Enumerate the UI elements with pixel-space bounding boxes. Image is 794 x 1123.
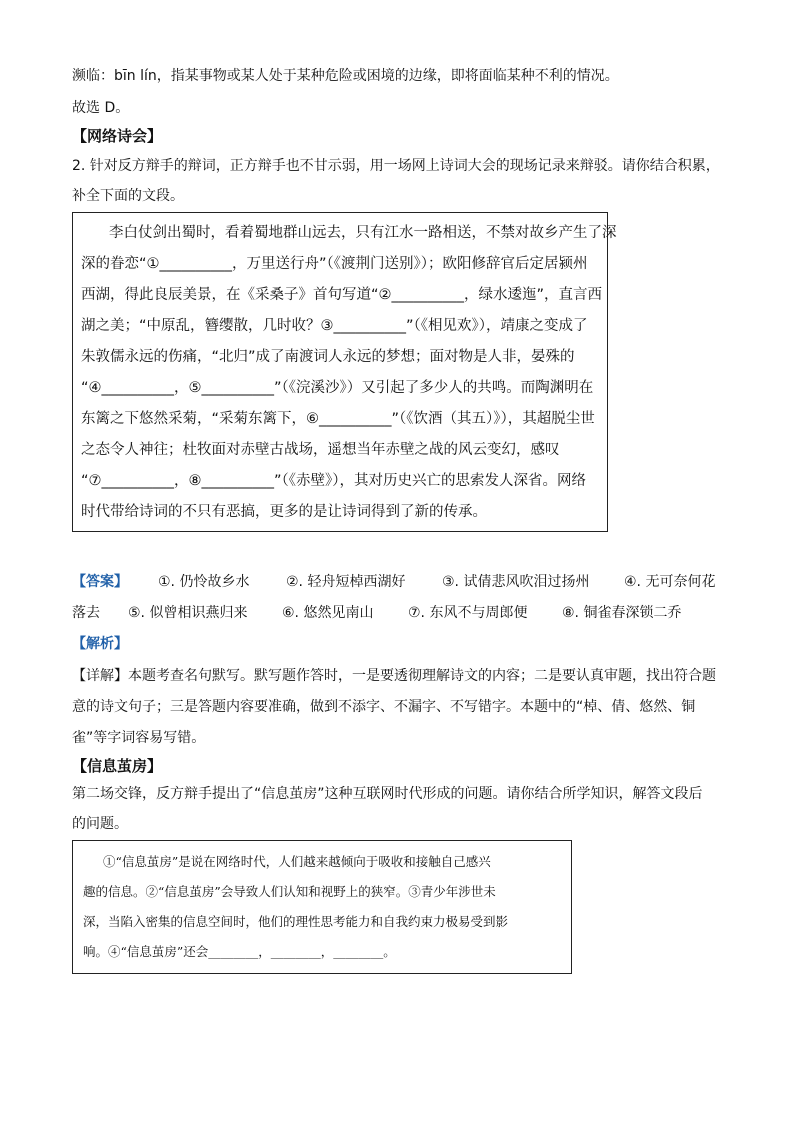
passage-line: 响。④“信息茧房”还会________，________，________。 [83, 944, 396, 959]
passage-line: 时代带给诗词的不只有恶搞，更多的是让诗词得到了新的传承。 [81, 504, 487, 520]
question-2-line2: 补全下面的文段。 [72, 188, 184, 204]
answer-item-7: ⑦. 东风不与周郎便 [408, 605, 528, 621]
section-heading-network: 【网络诗会】 [72, 127, 163, 145]
passage-line: 西湖，得此良辰美景，在《采桑子》首句写道“②__________，绿水逶迤”，直言西 [81, 287, 603, 303]
analysis-label: 【解析】 [72, 636, 128, 652]
answer-label: 【答案】 [72, 574, 128, 590]
info-cocoon-passage-box [72, 840, 572, 974]
answer-item-8: ⑧. 铜雀春深锁二乔 [562, 605, 682, 621]
passage-line: 之态令人神往；杜牧面对赤壁古战场，遥想当年赤壁之战的风云变幻，感叹 [81, 442, 560, 458]
explanation-line: 濒临：bīn lín，指某事物或某人处于某种危险或困境的边缘，即将面临某种不利的情况。 [72, 68, 619, 84]
analysis-line: 雀”等字词容易写错。 [72, 730, 206, 746]
analysis-line: 意的诗文句子；三是答题内容要准确，做到不添字、不漏字、不写错字。本题中的“棹、倩、悠然、铜 [72, 699, 696, 715]
answer-item-1: ①. 仍怜故乡水 [158, 574, 250, 590]
analysis-line: 【详解】本题考查名句默写。默写题作答时，一是要透彻理解诗文的内容；二是要认真审题，找出符合题 [72, 668, 716, 684]
question-2-line1: 2. 针对反方辩手的辩词，正方辩手也不甘示弱，用一场网上诗词大会的现场记录来辩驳。请你结合积累， [72, 158, 720, 174]
passage-line: 趣的信息。②“信息茧房”会导致人们认知和视野上的狭窄。③青少年涉世未 [83, 884, 496, 899]
question-3-line1: 第二场交锋，反方辩手提出了“信息茧房”这种互联网时代形成的问题。请你结合所学知识，解答文段后 [72, 786, 703, 802]
passage-line: “⑦__________，⑧__________”（《赤壁》），其对历史兴亡的思索发人深省。网络 [81, 473, 587, 489]
passage-line: 李白仗剑出蜀时，看着蜀地群山远去，只有江水一路相送，不禁对故乡产生了深 [109, 225, 617, 241]
answer-item-6: ⑥. 悠然见南山 [282, 605, 374, 621]
answer-item-2: ②. 轻舟短棹西湖好 [286, 574, 406, 590]
question-3-line2: 的问题。 [72, 816, 128, 832]
poem-passage-box [72, 212, 617, 532]
conclusion-line: 故选 D。 [72, 100, 130, 116]
passage-line: 朱敦儒永远的伤痛，“北归”成了南渡词人永远的梦想；面对物是人非，晏殊的 [81, 349, 575, 365]
passage-line: 深，当陷入密集的信息空间时，他们的理性思考能力和自我约束力极易受到影 [83, 914, 509, 929]
passage-line: ①“信息茧房”是说在网络时代，人们越来越倾向于吸收和接触自己感兴 [103, 854, 491, 869]
answer-item-5: ⑤. 似曾相识燕归来 [128, 605, 248, 621]
answer-item-4: ④. 无可奈何花 [624, 574, 716, 590]
passage-line: 湖之美；“中原乱，簪缨散，几时收？③__________”（《相见欢》），靖康之变成了 [81, 318, 588, 334]
answer-item-4-continued: 落去 [72, 605, 100, 621]
answer-item-3: ③. 试倩悲风吹泪过扬州 [442, 574, 590, 590]
passage-line: 深的眷恋“①__________，万里送行舟”（《渡荆门送别》）；欧阳修辞官后定居颍州 [81, 256, 588, 272]
passage-line: 东篱之下悠然采菊，“采菊东篱下，⑥__________”（《饮酒（其五）》），其超脱尘世 [81, 411, 595, 427]
section-heading-info: 【信息茧房】 [72, 757, 163, 775]
passage-line: “④__________，⑤__________”（《浣溪沙》）又引起了多少人的共鸣。而陶渊明在 [81, 380, 594, 396]
